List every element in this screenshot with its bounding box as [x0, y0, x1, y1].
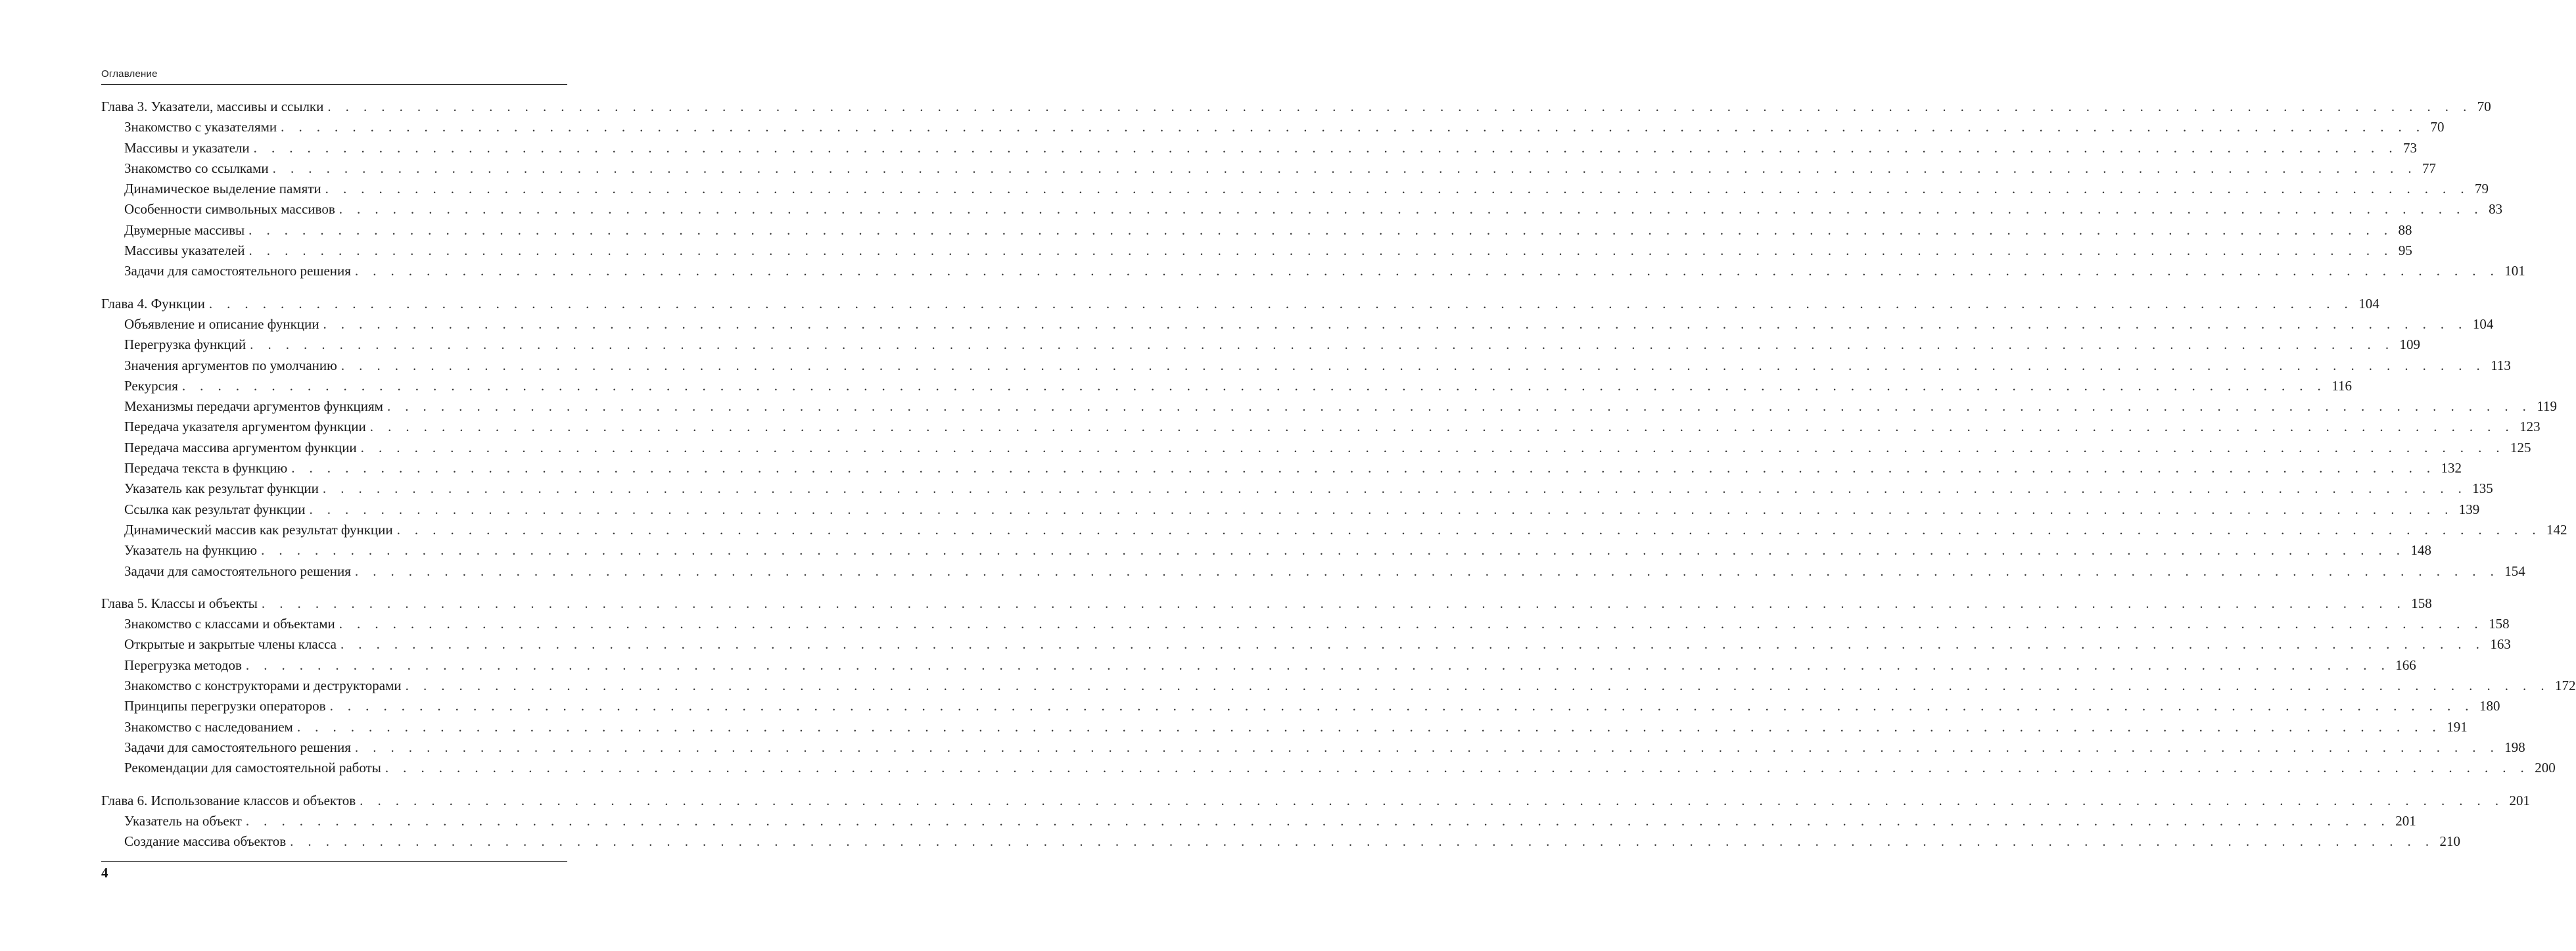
- dot-leader: . . . . . . . . . . . . . . . . . . . . . . . . . . . . . . . . . . . . . . . . . . . . . . . . . . . . . . . . . . . . . . . . . . . . . . . . . . . . . . . . . . . . . . . . . . . . . . . . . . . . . . . . . . . . . . . . . . . . . . . .: [309, 501, 2454, 517]
- section-title: Объявление и описание функции: [124, 315, 319, 332]
- section-title: Перегрузка функций: [124, 336, 246, 353]
- toc-section-entry[interactable]: [101, 376, 2352, 396]
- toc-section-entry[interactable]: [101, 758, 2556, 778]
- dot-leader: . . . . . . . . . . . . . . . . . . . . . . . . . . . . . . . . . . . . . . . . . . . . . . . . . . . . . . . . . . . . . . . . . . . . . . . . . . . . . . . . . . . . . . . . . . . . . . . . . . . . . . . . . . . . . . . . . . . . . . . .: [386, 398, 2532, 415]
- section-title: Ссылка как результат функции: [124, 501, 306, 517]
- chapter-title: Глава 6. Использование классов и объектов: [101, 792, 356, 808]
- chapter-title: Глава 5. Классы и объекты: [101, 595, 258, 611]
- dot-leader: . . . . . . . . . . . . . . . . . . . . . . . . . . . . . . . . . . . . . . . . . . . . . . . . . . . . . . . . . . . . . . . . . . . . . . . . . . . . . . . . . . . . . . . . . . . . . . . . . . . . . . . . . . . . . . . . . . . . . . . .: [340, 357, 2486, 373]
- section-title: Знакомство с конструкторами и деструкторами: [124, 678, 402, 694]
- dot-leader: . . . . . . . . . . . . . . . . . . . . . . . . . . . . . . . . . . . . . . . . . . . . . . . . . . . . . . . . . . . . . . . . . . . . . . . . . . . . . . . . . . . . . . . . . . . . . . . . . . . . . . . . . . . . . . . . . . . . . . . .: [369, 419, 2515, 435]
- section-title: Передача массива аргументом функции: [124, 439, 357, 455]
- page-ref: 200: [2535, 760, 2556, 776]
- dot-leader: . . . . . . . . . . . . . . . . . . . . . . . . . . . . . . . . . . . . . . . . . . . . . . . . . . . . . . . . . . . . . . . . . . . . . . . . . . . . . . . . . . . . . . . . . . . . . . . . . . . . . . . . . . . . . . . . . . . . . . . .: [290, 833, 2435, 850]
- dot-leader: . . . . . . . . . . . . . . . . . . . . . . . . . . . . . . . . . . . . . . . . . . . . . . . . . . . . . . . . . . . . . . . . . . . . . . . . . . . . . . . . . . . . . . . . . . . . . . . . . . . . . . . . . . . . . . . . . . . . . . . .: [281, 119, 2425, 135]
- dot-leader: . . . . . . . . . . . . . . . . . . . . . . . . . . . . . . . . . . . . . . . . . . . . . . . . . . . . . . . . . . . . . . . . . . . . . . . . . . . . . . . . . . . . . . . . . . . . . . . . . . . . . . . . . . . . . . . . . . . . . . . .: [329, 698, 2474, 714]
- table-of-contents: [101, 97, 2576, 864]
- dot-leader: . . . . . . . . . . . . . . . . . . . . . . . . . . . . . . . . . . . . . . . . . . . . . . . . . . . . . . . . . . . . . . . . . . . . . . . . . . . . . . . . . . . . . . . . . . . . . . . . . . . . . . . . . . . . . . . . . . . . . . . .: [360, 792, 2504, 808]
- dot-leader: . . . . . . . . . . . . . . . . . . . . . . . . . . . . . . . . . . . . . . . . . . . . . . . . . . . . . . . . . . . . . . . . . . . . . . . . . . . . . . . . . . . . . . . . . . . . . . . . . . . . . . . . . . . . . . . . . . . . . . . .: [245, 657, 2391, 673]
- toc-section-entry[interactable]: [101, 335, 2420, 355]
- dot-leader: . . . . . . . . . . . . . . . . . . . . . . . . . . . . . . . . . . . . . . . . . . . . . . . . . . . . . . . . . . . . . . . . . . . . . . . . . . . . . . . . . . . . . . . . . . . . . . . . . . . . . . . . . . . . . . . . . . . . . . . .: [261, 542, 2406, 559]
- running-head: Оглавление: [101, 68, 158, 80]
- section-title: Задачи для самостоятельного решения: [124, 739, 351, 755]
- section-title: Знакомство с классами и объектами: [124, 616, 335, 632]
- page-ref: 123: [2519, 419, 2541, 435]
- section-title: Рекурсия: [124, 377, 178, 394]
- dot-leader: . . . . . . . . . . . . . . . . . . . . . . . . . . . . . . . . . . . . . . . . . . . . . . . . . . . . . . . . . . . . . . . . . . . . . . . . . . . . . . . . . . . . . . . . . . . . . . . . . . . . . . . . . . . . . . . . . . . . . . . .: [291, 460, 2436, 476]
- page-ref: 77: [2422, 160, 2437, 176]
- toc-section-entry[interactable]: [101, 520, 2567, 540]
- page-ref: 116: [2331, 377, 2352, 394]
- page-ref: 83: [2489, 201, 2503, 218]
- dot-leader: . . . . . . . . . . . . . . . . . . . . . . . . . . . . . . . . . . . . . . . . . . . . . . . . . . . . . . . . . . . . . . . . . . . . . . . . . . . . . . . . . . . . . . . . . . . . . . . . . . . . . . . . . . . . . . . . . . . . . . . .: [354, 263, 2500, 279]
- dot-leader: . . . . . . . . . . . . . . . . . . . . . . . . . . . . . . . . . . . . . . . . . . . . . . . . . . . . . . . . . . . . . . . . . . . . . . . . . . . . . . . . . . . . . . . . . . . . . . . . . . . . . . . . . . . . . . . . . . . . . . . .: [354, 563, 2500, 579]
- section-title: Массивы и указатели: [124, 139, 250, 156]
- toc-section-entry[interactable]: [101, 220, 2412, 241]
- toc-section-entry[interactable]: [101, 737, 2525, 758]
- dot-leader: . . . . . . . . . . . . . . . . . . . . . . . . . . . . . . . . . . . . . . . . . . . . . . . . . . . . . . . . . . . . . . . . . . . . . . . . . . . . . . . . . . . . . . . . . . . . . . . . . . . . . . . . . . . . . . . . . . . . . . . .: [253, 139, 2398, 156]
- toc-section-entry[interactable]: [101, 676, 2576, 696]
- toc-section-entry[interactable]: [101, 614, 2510, 634]
- dot-leader: . . . . . . . . . . . . . . . . . . . . . . . . . . . . . . . . . . . . . . . . . . . . . . . . . . . . . . . . . . . . . . . . . . . . . . . . . . . . . . . . . . . . . . . . . . . . . . . . . . . . . . . . . . . . . . . . . . . . . . . .: [248, 243, 2393, 259]
- toc-section-entry[interactable]: [101, 261, 2525, 281]
- dot-leader: . . . . . . . . . . . . . . . . . . . . . . . . . . . . . . . . . . . . . . . . . . . . . . . . . . . . . . . . . . . . . . . . . . . . . . . . . . . . . . . . . . . . . . . . . . . . . . . . . . . . . . . . . . . . . . . . . . . . . . . .: [322, 480, 2468, 497]
- chapter-title: Глава 4. Функции: [101, 295, 205, 312]
- page-ref: 113: [2491, 357, 2511, 373]
- chapter-block: [101, 593, 2576, 779]
- toc-section-entry[interactable]: [101, 179, 2489, 199]
- toc-section-entry[interactable]: [101, 540, 2431, 561]
- page-ref: 148: [2410, 542, 2431, 559]
- page-ref: 201: [2395, 812, 2416, 829]
- dot-leader: . . . . . . . . . . . . . . . . . . . . . . . . . . . . . . . . . . . . . . . . . . . . . . . . . . . . . . . . . . . . . . . . . . . . . . . . . . . . . . . . . . . . . . . . . . . . . . . . . . . . . . . . . . . . . . . . . . . . . . . .: [354, 739, 2500, 755]
- toc-section-entry[interactable]: [101, 831, 2460, 852]
- page-ref: 70: [2430, 119, 2445, 135]
- toc-section-entry[interactable]: [101, 499, 2480, 520]
- page-ref: 119: [2537, 398, 2558, 415]
- page-ref: 139: [2458, 501, 2480, 517]
- section-title: Механизмы передачи аргументов функциям: [124, 398, 383, 415]
- toc-chapter-entry[interactable]: [101, 593, 2432, 614]
- section-title: Передача текста в функцию: [124, 460, 288, 476]
- page-ref: 210: [2439, 833, 2460, 850]
- dot-leader: . . . . . . . . . . . . . . . . . . . . . . . . . . . . . . . . . . . . . . . . . . . . . . . . . . . . . . . . . . . . . . . . . . . . . . . . . . . . . . . . . . . . . . . . . . . . . . . . . . . . . . . . . . . . . . . . . . . . . . . .: [385, 760, 2530, 776]
- page-ref: 104: [2472, 315, 2494, 332]
- section-title: Создание массива объектов: [124, 833, 287, 850]
- section-title: Значения аргументов по умолчанию: [124, 357, 337, 373]
- page-ref: 158: [2411, 595, 2432, 611]
- section-title: Рекомендации для самостоятельной работы: [124, 760, 381, 776]
- toc-section-entry[interactable]: [101, 696, 2500, 716]
- section-title: Динамический массив как результат функции: [124, 521, 393, 538]
- toc-chapter-entry[interactable]: [101, 294, 2379, 314]
- page-ref: 79: [2475, 181, 2489, 197]
- dot-leader: . . . . . . . . . . . . . . . . . . . . . . . . . . . . . . . . . . . . . . . . . . . . . . . . . . . . . . . . . . . . . . . . . . . . . . . . . . . . . . . . . . . . . . . . . . . . . . . . . . . . . . . . . . . . . . . . . . . . . . . .: [339, 201, 2484, 218]
- toc-section-entry[interactable]: [101, 634, 2511, 655]
- toc-section-entry[interactable]: [101, 811, 2416, 831]
- chapter-block: [101, 294, 2567, 582]
- page-ref: 158: [2489, 616, 2510, 632]
- page-ref: 70: [2477, 99, 2491, 114]
- dot-leader: . . . . . . . . . . . . . . . . . . . . . . . . . . . . . . . . . . . . . . . . . . . . . . . . . . . . . . . . . . . . . . . . . . . . . . . . . . . . . . . . . . . . . . . . . . . . . . . . . . . . . . . . . . . . . . . . . . . . . . . .: [396, 521, 2541, 538]
- dot-leader: . . . . . . . . . . . . . . . . . . . . . . . . . . . . . . . . . . . . . . . . . . . . . . . . . . . . . . . . . . . . . . . . . . . . . . . . . . . . . . . . . . . . . . . . . . . . . . . . . . . . . . . . . . . . . . . . . . . . . . . .: [272, 160, 2418, 176]
- page-ref: 73: [2403, 139, 2417, 156]
- section-title: Задачи для самостоятельного решения: [124, 563, 351, 579]
- page-ref: 201: [2509, 792, 2530, 808]
- section-title: Знакомство с указателями: [124, 119, 277, 135]
- dot-leader: . . . . . . . . . . . . . . . . . . . . . . . . . . . . . . . . . . . . . . . . . . . . . . . . . . . . . . . . . . . . . . . . . . . . . . . . . . . . . . . . . . . . . . . . . . . . . . . . . . . . . . . . . . . . . . . . . . . . . . . .: [248, 221, 2393, 238]
- page-number: 4: [101, 865, 108, 881]
- toc-section-entry[interactable]: [101, 117, 2445, 137]
- section-title: Указатель как результат функции: [124, 480, 319, 497]
- dot-leader: . . . . . . . . . . . . . . . . . . . . . . . . . . . . . . . . . . . . . . . . . . . . . . . . . . . . . . . . . . . . . . . . . . . . . . . . . . . . . . . . . . . . . . . . . . . . . . . . . . . . . . . . . . . . . . . . . . . . . . . .: [405, 678, 2550, 694]
- section-title: Знакомство со ссылками: [124, 160, 269, 176]
- toc-section-entry[interactable]: [101, 396, 2558, 417]
- page-ref: 132: [2441, 460, 2462, 476]
- toc-section-entry[interactable]: [101, 356, 2511, 376]
- toc-section-entry[interactable]: [101, 199, 2503, 220]
- toc-chapter-entry[interactable]: [101, 791, 2530, 811]
- section-title: Динамическое выделение памяти: [124, 181, 321, 197]
- toc-section-entry[interactable]: [101, 655, 2416, 676]
- dot-leader: . . . . . . . . . . . . . . . . . . . . . . . . . . . . . . . . . . . . . . . . . . . . . . . . . . . . . . . . . . . . . . . . . . . . . . . . . . . . . . . . . . . . . . . . . . . . . . . . . . . . . . . . . . . . . . . . . . . . . . . .: [245, 812, 2391, 829]
- header-rule: [101, 84, 567, 85]
- dot-leader: . . . . . . . . . . . . . . . . . . . . . . . . . . . . . . . . . . . . . . . . . . . . . . . . . . . . . . . . . . . . . . . . . . . . . . . . . . . . . . . . . . . . . . . . . . . . . . . . . . . . . . . . . . . . . . . . . . . . . . . .: [340, 636, 2485, 653]
- section-title: Перегрузка методов: [124, 657, 242, 673]
- dot-leader: . . . . . . . . . . . . . . . . . . . . . . . . . . . . . . . . . . . . . . . . . . . . . . . . . . . . . . . . . . . . . . . . . . . . . . . . . . . . . . . . . . . . . . . . . . . . . . . . . . . . . . . . . . . . . . . . . . . . . . . .: [325, 181, 2470, 197]
- chapter-block: [101, 97, 2525, 282]
- footer-rule: [101, 861, 567, 862]
- section-title: Передача указателя аргументом функции: [124, 419, 366, 435]
- page-ref: 101: [2504, 263, 2525, 279]
- toc-section-entry[interactable]: [101, 438, 2531, 458]
- chapter-title: Глава 3. Указатели, массивы и ссылки: [101, 99, 324, 114]
- page-ref: 180: [2479, 698, 2500, 714]
- toc-section-entry[interactable]: [101, 314, 2494, 335]
- dot-leader: . . . . . . . . . . . . . . . . . . . . . . . . . . . . . . . . . . . . . . . . . . . . . . . . . . . . . . . . . . . . . . . . . . . . . . . . . . . . . . . . . . . . . . . . . . . . . . . . . . . . . . . . . . . . . . . . . . . . . . . .: [250, 336, 2395, 353]
- dot-leader: . . . . . . . . . . . . . . . . . . . . . . . . . . . . . . . . . . . . . . . . . . . . . . . . . . . . . . . . . . . . . . . . . . . . . . . . . . . . . . . . . . . . . . . . . . . . . . . . . . . . . . . . . . . . . . . . . . . . . . . .: [261, 595, 2406, 611]
- section-title: Двумерные массивы: [124, 221, 245, 238]
- section-title: Принципы перегрузки операторов: [124, 698, 326, 714]
- toc-section-entry[interactable]: [101, 478, 2493, 499]
- dot-leader: . . . . . . . . . . . . . . . . . . . . . . . . . . . . . . . . . . . . . . . . . . . . . . . . . . . . . . . . . . . . . . . . . . . . . . . . . . . . . . . . . . . . . . . . . . . . . . . . . . . . . . . . . . . . . . . . . . . . . . . .: [208, 295, 2354, 312]
- dot-leader: . . . . . . . . . . . . . . . . . . . . . . . . . . . . . . . . . . . . . . . . . . . . . . . . . . . . . . . . . . . . . . . . . . . . . . . . . . . . . . . . . . . . . . . . . . . . . . . . . . . . . . . . . . . . . . . . . . . . . . . .: [327, 99, 2472, 114]
- toc-section-entry[interactable]: [101, 241, 2412, 261]
- page-ref: 109: [2399, 336, 2420, 353]
- page-ref: 198: [2504, 739, 2525, 755]
- section-title: Задачи для самостоятельного решения: [124, 263, 351, 279]
- page-ref: 135: [2472, 480, 2493, 497]
- section-title: Указатель на объект: [124, 812, 242, 829]
- dot-leader: . . . . . . . . . . . . . . . . . . . . . . . . . . . . . . . . . . . . . . . . . . . . . . . . . . . . . . . . . . . . . . . . . . . . . . . . . . . . . . . . . . . . . . . . . . . . . . . . . . . . . . . . . . . . . . . . . . . . . . . .: [181, 377, 2327, 394]
- page-ref: 191: [2447, 718, 2468, 735]
- page-ref: 154: [2504, 563, 2525, 579]
- dot-leader: . . . . . . . . . . . . . . . . . . . . . . . . . . . . . . . . . . . . . . . . . . . . . . . . . . . . . . . . . . . . . . . . . . . . . . . . . . . . . . . . . . . . . . . . . . . . . . . . . . . . . . . . . . . . . . . . . . . . . . . .: [323, 315, 2468, 332]
- toc-section-entry[interactable]: [101, 458, 2462, 478]
- page-ref: 88: [2398, 221, 2412, 238]
- section-title: Знакомство с наследованием: [124, 718, 293, 735]
- page-ref: 166: [2395, 657, 2416, 673]
- page-ref: 95: [2398, 243, 2412, 259]
- page-ref: 172: [2555, 678, 2576, 694]
- page-ref: 142: [2546, 521, 2567, 538]
- page-ref: 125: [2510, 439, 2531, 455]
- toc-section-entry[interactable]: [101, 138, 2417, 158]
- toc-section-entry[interactable]: [101, 158, 2437, 179]
- toc-section-entry[interactable]: [101, 417, 2541, 437]
- page-ref: 163: [2490, 636, 2511, 653]
- dot-leader: . . . . . . . . . . . . . . . . . . . . . . . . . . . . . . . . . . . . . . . . . . . . . . . . . . . . . . . . . . . . . . . . . . . . . . . . . . . . . . . . . . . . . . . . . . . . . . . . . . . . . . . . . . . . . . . . . . . . . . . .: [339, 616, 2484, 632]
- section-title: Открытые и закрытые члены класса: [124, 636, 337, 653]
- section-title: Массивы указателей: [124, 243, 245, 259]
- dot-leader: . . . . . . . . . . . . . . . . . . . . . . . . . . . . . . . . . . . . . . . . . . . . . . . . . . . . . . . . . . . . . . . . . . . . . . . . . . . . . . . . . . . . . . . . . . . . . . . . . . . . . . . . . . . . . . . . . . . . . . . .: [360, 439, 2506, 455]
- section-title: Указатель на функцию: [124, 542, 258, 559]
- toc-chapter-entry[interactable]: [101, 97, 2491, 117]
- dot-leader: . . . . . . . . . . . . . . . . . . . . . . . . . . . . . . . . . . . . . . . . . . . . . . . . . . . . . . . . . . . . . . . . . . . . . . . . . . . . . . . . . . . . . . . . . . . . . . . . . . . . . . . . . . . . . . . . . . . . . . . .: [296, 718, 2442, 735]
- page-ref: 104: [2358, 295, 2379, 312]
- toc-section-entry[interactable]: [101, 717, 2468, 737]
- chapter-block: [101, 791, 2530, 852]
- section-title: Особенности символьных массивов: [124, 201, 335, 218]
- toc-section-entry[interactable]: [101, 561, 2525, 582]
